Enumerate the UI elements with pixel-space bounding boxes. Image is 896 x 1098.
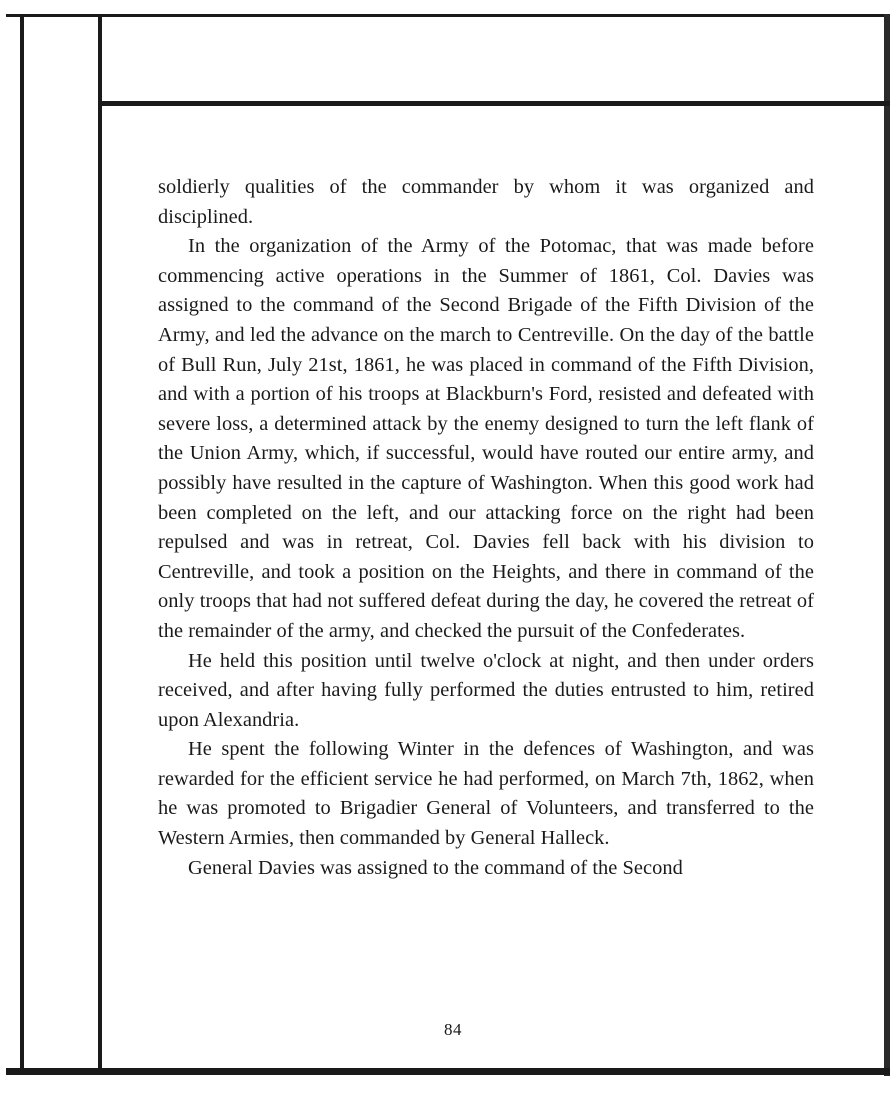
header-rule — [100, 101, 890, 106]
paragraph: He held this position until twelve o'clock at night, and then under orders received, and after having fully performed the duties entrusted to him, retired upon Alexandria. — [158, 649, 814, 731]
page-number: 84 — [444, 1020, 462, 1039]
paragraph: He spent the following Winter in the defences of Washington, and was rewarded for the efficient service he had performed, on March 7th, 1862, when he was promoted to Brigadier General of Volunteers, and transferred to the Western Armies, then commanded by General Halleck. — [158, 738, 814, 850]
paragraph-continued: soldierly qualities of the commander by whom it was organized and disciplined. — [158, 176, 814, 228]
page-border-top — [6, 14, 890, 17]
page-border-right — [884, 14, 890, 1076]
page-border-inner-left — [98, 14, 102, 1074]
page-border-bottom — [6, 1068, 890, 1075]
paragraph: In the organization of the Army of the Potomac, that was made before commencing active operations in the Summer of 1861, Col. Davies was assigned to the command of the Second Brigade of the Fifth Division of the Army, and led the advance on the march to Centreville. On the day of the battle of Bull Run, July 21st, 1861, he was placed in command of the Fifth Division, and with a portion of his troops at Blackburn's Ford, resisted and defeated with severe loss, a determined attack by the enemy designed to turn the left flank of the Union Army, which, if successful, would have routed our entire army, and possibly have resulted in the capture of Washington. When this good work had been completed on the left, and our attacking force on the right had been repulsed and was in retreat, Col. Davies fell back with his division to Centreville, and took a position on the Heights, and there in command of the only troops that had not suffered defeat during the day, he covered the retreat of the remainder of the army, and checked the pursuit of the Confederates. — [158, 235, 814, 642]
paragraph: General Davies was assigned to the command of the Second — [188, 856, 683, 879]
body-text — [158, 173, 814, 883]
page-border-left — [20, 14, 24, 1074]
